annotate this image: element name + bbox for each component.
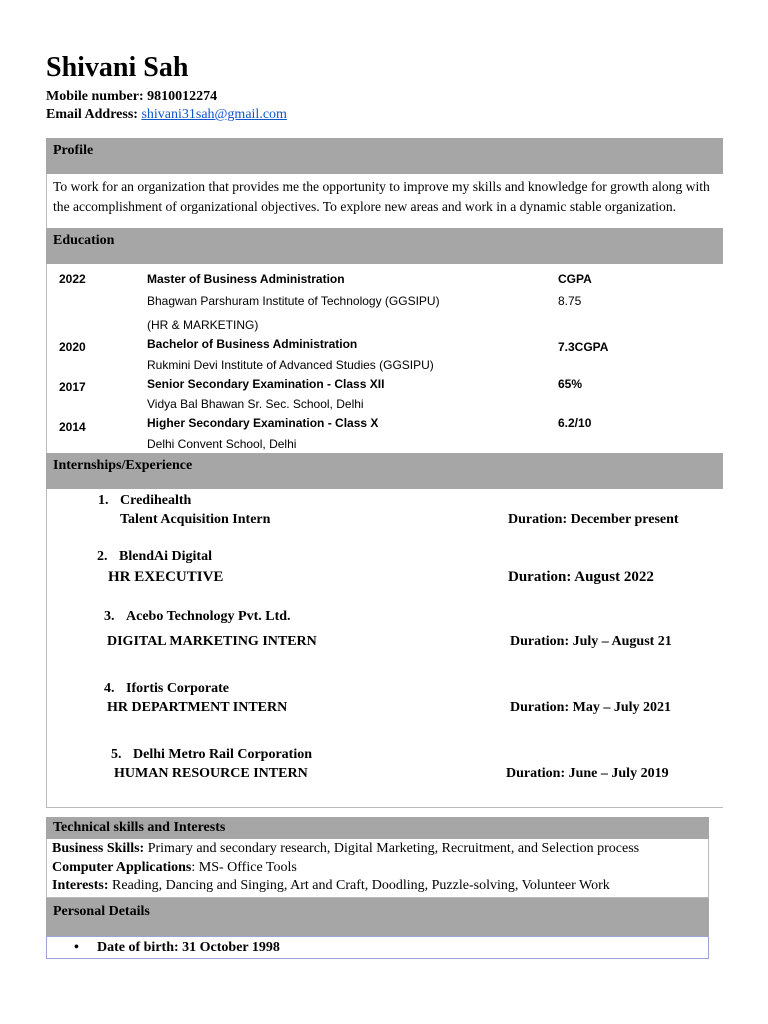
- mobile-line: [46, 89, 217, 105]
- candidate-name: Shivani Sah: [46, 52, 189, 83]
- intern-number: 5.: [111, 747, 122, 762]
- interests-line: [52, 878, 610, 894]
- section-heading-technical: Technical skills and Interests: [46, 817, 709, 839]
- edu-degree: Higher Secondary Examination - Class X: [147, 416, 379, 430]
- computer-applications-value: : MS- Office Tools: [191, 860, 297, 875]
- edu-institute: Delhi Convent School, Delhi: [147, 437, 297, 451]
- intern-company: Ifortis Corporate: [126, 681, 230, 696]
- intern-role: Talent Acquisition Intern: [120, 512, 271, 527]
- edu-institute: Vidya Bal Bhawan Sr. Sec. School, Delhi: [147, 397, 364, 411]
- intern-duration: Duration: August 2022: [508, 569, 654, 585]
- profile-text-line2: the accomplishment of organizational objectives. To explore new areas and work in a dynamic stable organization.: [53, 198, 677, 214]
- intern-company: BlendAi Digital: [119, 549, 212, 564]
- intern-duration: Duration: May – July 2021: [510, 700, 671, 715]
- intern-company: Acebo Technology Pvt. Ltd.: [126, 609, 291, 624]
- section-heading-personal: Personal Details: [46, 898, 709, 936]
- profile-text-line1: To work for an organization that provides me the opportunity to improve my skills and knowledge for growth along with: [53, 179, 710, 194]
- intern-duration: Duration: July – August 21: [510, 634, 672, 649]
- intern-company: Credihealth: [120, 493, 192, 508]
- edu-institute: Bhagwan Parshuram Institute of Technology (GGSIPU): [147, 294, 440, 308]
- mobile-label: Mobile number:: [46, 89, 144, 104]
- intern-duration: Duration: June – July 2019: [506, 766, 669, 781]
- email-link[interactable]: shivani31sah@gmail.com: [141, 107, 287, 122]
- edu-degree: Master of Business Administration: [147, 272, 345, 286]
- computer-applications-label: Computer Applications: [52, 860, 192, 875]
- edu-score-label: CGPA: [558, 272, 592, 286]
- intern-duration: Duration: December present: [508, 512, 679, 527]
- intern-number: 2.: [97, 549, 108, 564]
- mobile-number: 9810012274: [147, 89, 218, 104]
- edu-specialization: (HR & MARKETING): [147, 318, 259, 332]
- intern-role: HR EXECUTIVE: [108, 569, 224, 585]
- intern-role: HR DEPARTMENT INTERN: [107, 700, 288, 715]
- interests-value: Reading, Dancing and Singing, Art and Craft, Doodling, Puzzle-solving, Volunteer Work: [108, 878, 610, 893]
- edu-year: 2022: [59, 272, 86, 286]
- edu-score: 7.3CGPA: [558, 340, 609, 354]
- email-label: Email Address:: [46, 107, 138, 122]
- section-heading-profile: Profile: [46, 138, 723, 174]
- section-heading-education: Education: [46, 228, 723, 264]
- intern-role: DIGITAL MARKETING INTERN: [107, 634, 317, 649]
- date-of-birth: Date of birth: 31 October 1998: [97, 940, 280, 955]
- edu-institute: Rukmini Devi Institute of Advanced Studies (GGSIPU): [147, 358, 434, 372]
- computer-applications-line: [52, 860, 297, 876]
- section-heading-internships: Internships/Experience: [46, 453, 723, 489]
- edu-score: 8.75: [558, 294, 582, 308]
- intern-number: 1.: [98, 493, 109, 508]
- interests-label: Interests:: [52, 878, 109, 893]
- edu-score: 6.2/10: [558, 416, 592, 430]
- intern-role: HUMAN RESOURCE INTERN: [114, 766, 308, 781]
- intern-number: 3.: [104, 609, 115, 624]
- business-skills-value: Primary and secondary research, Digital Marketing, Recruitment, and Selection process: [144, 841, 640, 856]
- intern-company: Delhi Metro Rail Corporation: [133, 747, 312, 762]
- edu-year: 2017: [59, 380, 86, 394]
- business-skills-label: Business Skills:: [52, 841, 145, 856]
- edu-year: 2014: [59, 420, 86, 434]
- edu-degree: Bachelor of Business Administration: [147, 337, 358, 351]
- business-skills-line: [52, 841, 639, 857]
- profile-text: [53, 177, 721, 216]
- bullet-icon: •: [74, 940, 79, 955]
- edu-degree: Senior Secondary Examination - Class XII: [147, 377, 385, 391]
- edu-score: 65%: [558, 377, 583, 391]
- intern-number: 4.: [104, 681, 115, 696]
- email-line: [46, 107, 287, 123]
- edu-year: 2020: [59, 340, 86, 354]
